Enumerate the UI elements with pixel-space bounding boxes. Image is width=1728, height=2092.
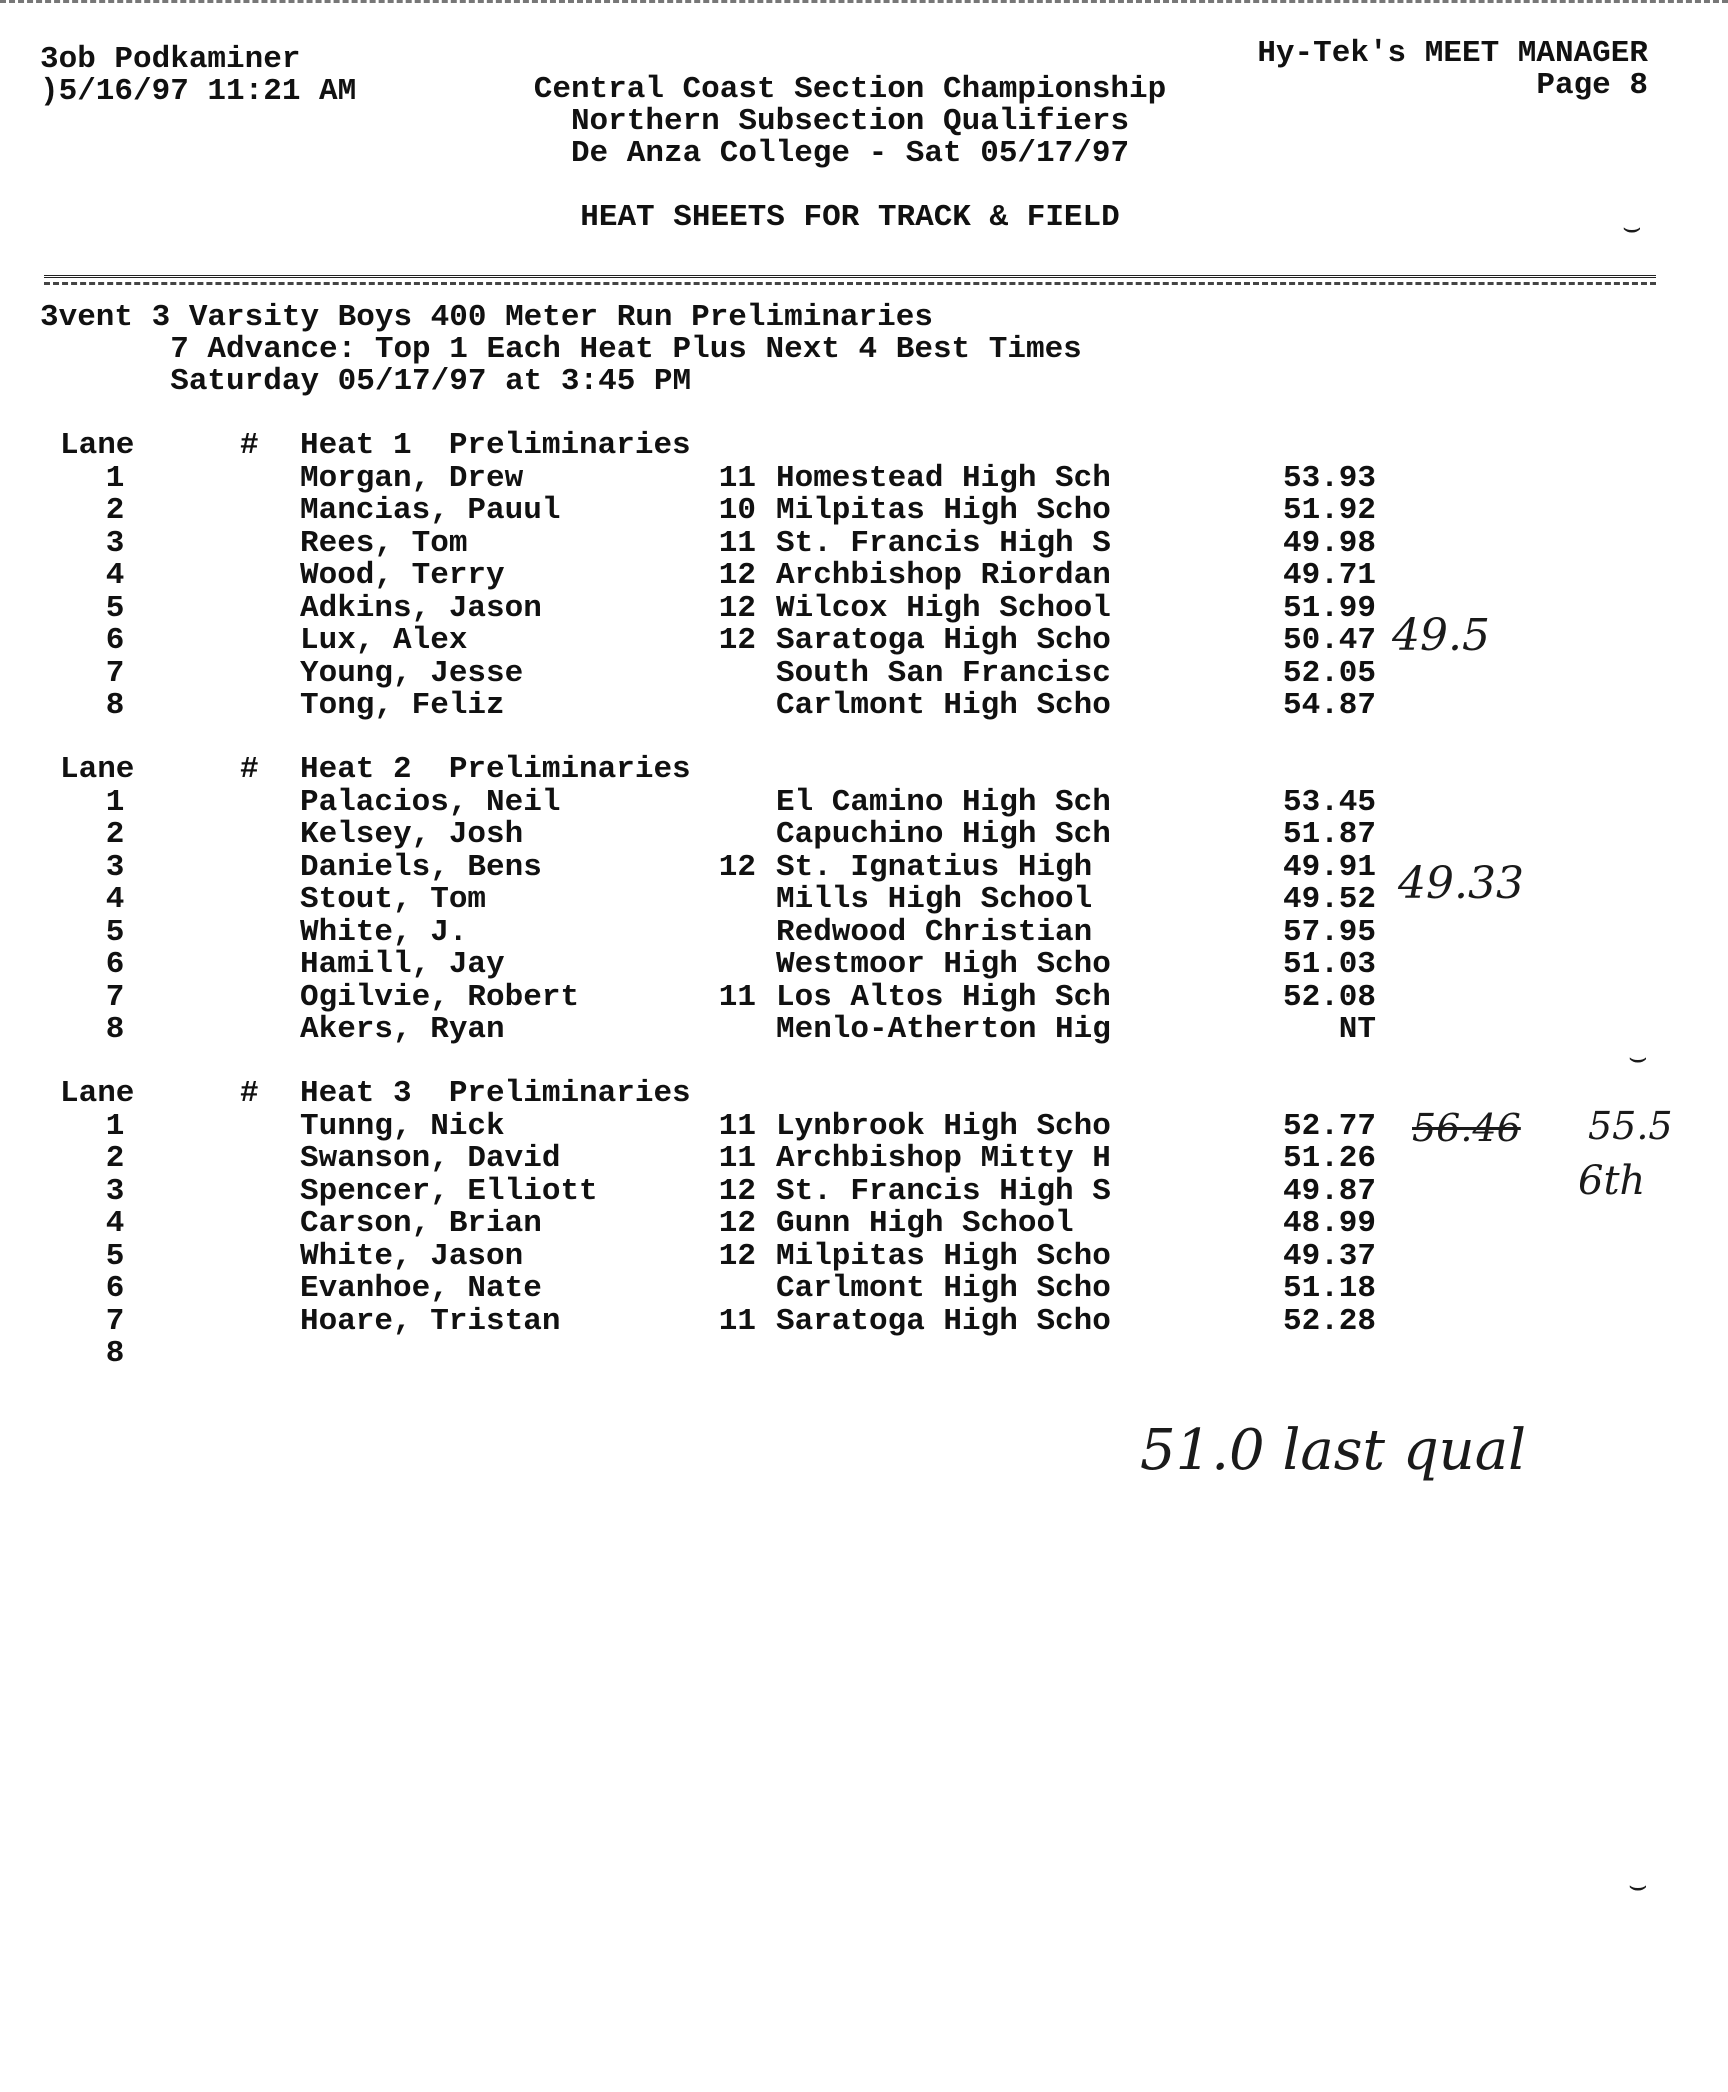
handwritten-qualifier-note: 51.0 last qual <box>1140 1418 1527 1483</box>
header-center <box>500 74 1200 234</box>
number-column-header: # <box>240 428 259 463</box>
table-row <box>0 495 1728 527</box>
table-row <box>0 560 1728 592</box>
school-name: Westmoor High Scho <box>776 947 1111 982</box>
athlete-name: Adkins, Jason <box>300 591 542 626</box>
event-header <box>40 302 1082 398</box>
athlete-name: Palacios, Neil <box>300 785 561 820</box>
school-name: Mills High School <box>776 882 1093 917</box>
meet-venue: De Anza College - Sat 05/17/97 <box>570 136 1130 171</box>
athlete-name: Mancias, Pauul <box>300 493 561 528</box>
lane-number: 4 <box>105 1206 125 1241</box>
seed-time: 52.77 <box>1282 1109 1376 1144</box>
lane-number: 2 <box>105 817 125 852</box>
number-column-header: # <box>240 1076 259 1111</box>
school-name: Saratoga High Scho <box>776 1304 1111 1339</box>
event-advance: 7 Advance: Top 1 Each Heat Plus Next 4 Best Times <box>40 332 1082 367</box>
athlete-year: 11 <box>718 980 756 1015</box>
seed-time: 52.28 <box>1282 1304 1376 1339</box>
number-column-header: # <box>240 752 259 787</box>
print-timestamp: )5/16/97 11:21 AM <box>40 74 357 109</box>
pen-check-mark: ⌣ <box>1628 1868 1648 1903</box>
lane-number: 5 <box>105 915 125 950</box>
page-number: Page 8 <box>1536 68 1648 103</box>
seed-time: 54.87 <box>1282 688 1376 723</box>
lane-column-header: Lane <box>60 752 135 787</box>
heat-title: Heat 2 Preliminaries <box>300 752 691 787</box>
seed-time: 49.91 <box>1282 850 1376 885</box>
lane-number: 5 <box>105 591 125 626</box>
school-name: Los Altos High Sch <box>776 980 1111 1015</box>
school-name: Saratoga High Scho <box>776 623 1111 658</box>
seed-time: 52.05 <box>1282 656 1376 691</box>
seed-time: 51.92 <box>1282 493 1376 528</box>
athlete-name: Stout, Tom <box>300 882 487 917</box>
lane-number: 1 <box>105 461 125 496</box>
event-title: 3vent 3 Varsity Boys 400 Meter Run Preliminaries <box>40 300 933 335</box>
athlete-name: Swanson, David <box>300 1141 561 1176</box>
athlete-name: Daniels, Bens <box>300 850 542 885</box>
athlete-name: Akers, Ryan <box>300 1012 505 1047</box>
heat-title: Heat 3 Preliminaries <box>300 1076 691 1111</box>
athlete-year: 11 <box>718 526 756 561</box>
athlete-name: White, Jason <box>300 1239 524 1274</box>
athlete-name: Carson, Brian <box>300 1206 542 1241</box>
heat-header-row <box>0 430 1728 462</box>
athlete-name: Young, Jesse <box>300 656 524 691</box>
school-name: Wilcox High School <box>776 591 1111 626</box>
seed-time: 52.08 <box>1282 980 1376 1015</box>
scan-top-edge <box>0 0 1728 6</box>
athlete-year: 11 <box>718 1304 756 1339</box>
seed-time: 49.37 <box>1282 1239 1376 1274</box>
seed-time: 51.03 <box>1282 947 1376 982</box>
table-row <box>0 1014 1728 1046</box>
separator-line <box>44 275 1656 285</box>
athlete-name: Rees, Tom <box>300 526 468 561</box>
lane-number: 6 <box>105 623 125 658</box>
seed-time: 48.99 <box>1282 1206 1376 1241</box>
pen-check-mark: ⌣ <box>1628 1040 1648 1075</box>
meet-subtitle: Northern Subsection Qualifiers <box>570 104 1130 139</box>
handwritten-struck-time: 56.46 <box>1412 1106 1521 1150</box>
lane-number: 3 <box>105 526 125 561</box>
lane-number: 5 <box>105 1239 125 1274</box>
lane-column-header: Lane <box>60 428 135 463</box>
table-row <box>0 1208 1728 1240</box>
lane-number: 4 <box>105 558 125 593</box>
seed-time: 49.87 <box>1282 1174 1376 1209</box>
athlete-name: White, J. <box>300 915 468 950</box>
lane-number: 2 <box>105 493 125 528</box>
handwritten-tunng-time: 55.5 <box>1588 1104 1673 1148</box>
school-name: Lynbrook High Scho <box>776 1109 1111 1144</box>
lane-number: 1 <box>105 785 125 820</box>
table-row <box>0 1241 1728 1273</box>
athlete-year: 10 <box>718 493 756 528</box>
athlete-year: 11 <box>718 461 756 496</box>
lane-number: 4 <box>105 882 125 917</box>
athlete-name: Evanhoe, Nate <box>300 1271 542 1306</box>
seed-time: 53.45 <box>1282 785 1376 820</box>
table-row <box>0 658 1728 690</box>
school-name: Redwood Christian <box>776 915 1093 950</box>
sheet-title: HEAT SHEETS FOR TRACK & FIELD <box>580 200 1120 235</box>
athlete-year: 12 <box>718 1174 756 1209</box>
school-name: Archbishop Riordan <box>776 558 1111 593</box>
table-row <box>0 1273 1728 1305</box>
lane-number: 1 <box>105 1109 125 1144</box>
table-row <box>0 690 1728 722</box>
table-row <box>0 528 1728 560</box>
handwritten-place: 6th <box>1578 1158 1646 1204</box>
table-row <box>0 819 1728 851</box>
seed-time: 57.95 <box>1282 915 1376 950</box>
school-name: Capuchino High Sch <box>776 817 1111 852</box>
header-right <box>1257 38 1648 102</box>
athlete-year: 12 <box>718 591 756 626</box>
school-name: St. Francis High S <box>776 1174 1111 1209</box>
table-row <box>0 787 1728 819</box>
event-schedule: Saturday 05/17/97 at 3:45 PM <box>40 364 692 399</box>
lane-number: 8 <box>105 1012 125 1047</box>
school-name: Milpitas High Scho <box>776 493 1111 528</box>
school-name: South San Francisc <box>776 656 1111 691</box>
meet-title: Central Coast Section Championship <box>533 72 1167 107</box>
lane-number: 8 <box>105 1336 125 1371</box>
lane-number: 6 <box>105 1271 125 1306</box>
athlete-name: Morgan, Drew <box>300 461 524 496</box>
athlete-year: 12 <box>718 850 756 885</box>
seed-time: 51.87 <box>1282 817 1376 852</box>
school-name: Milpitas High Scho <box>776 1239 1111 1274</box>
pen-check-mark: ⌣ <box>1622 210 1642 245</box>
seed-time: 51.18 <box>1282 1271 1376 1306</box>
athlete-name: Wood, Terry <box>300 558 505 593</box>
handwritten-lux-time: 49.5 <box>1392 610 1490 661</box>
athlete-name: Tunng, Nick <box>300 1109 505 1144</box>
athlete-year: 12 <box>718 558 756 593</box>
lane-number: 7 <box>105 1304 125 1339</box>
athlete-name: Lux, Alex <box>300 623 468 658</box>
lane-number: 3 <box>105 850 125 885</box>
athlete-name: Tong, Feliz <box>300 688 505 723</box>
lane-number: 7 <box>105 656 125 691</box>
heat-header-row <box>0 754 1728 786</box>
athlete-year: 12 <box>718 623 756 658</box>
athlete-name: Hoare, Tristan <box>300 1304 561 1339</box>
lane-number: 8 <box>105 688 125 723</box>
seed-time: NT <box>1338 1012 1376 1047</box>
school-name: El Camino High Sch <box>776 785 1111 820</box>
lane-number: 2 <box>105 1141 125 1176</box>
athlete-year: 12 <box>718 1239 756 1274</box>
table-row <box>0 917 1728 949</box>
school-name: Menlo-Atherton Hig <box>776 1012 1111 1047</box>
seed-time: 49.71 <box>1282 558 1376 593</box>
school-name: Gunn High School <box>776 1206 1074 1241</box>
lane-column-header: Lane <box>60 1076 135 1111</box>
header-left <box>40 44 356 108</box>
seed-time: 51.26 <box>1282 1141 1376 1176</box>
athlete-year: 11 <box>718 1109 756 1144</box>
seed-time: 53.93 <box>1282 461 1376 496</box>
athlete-name: Spencer, Elliott <box>300 1174 598 1209</box>
heat-title: Heat 1 Preliminaries <box>300 428 691 463</box>
school-name: Homestead High Sch <box>776 461 1111 496</box>
table-row <box>0 982 1728 1014</box>
table-row <box>0 1306 1728 1338</box>
athlete-year: 12 <box>718 1206 756 1241</box>
table-row <box>0 949 1728 981</box>
operator-name: 3ob Podkaminer <box>40 42 301 77</box>
athlete-name: Hamill, Jay <box>300 947 505 982</box>
seed-time: 50.47 <box>1282 623 1376 658</box>
table-row <box>0 1176 1728 1208</box>
athlete-name: Ogilvie, Robert <box>300 980 580 1015</box>
seed-time: 51.99 <box>1282 591 1376 626</box>
handwritten-daniels-time: 49.33 <box>1398 858 1524 909</box>
lane-number: 3 <box>105 1174 125 1209</box>
school-name: St. Francis High S <box>776 526 1111 561</box>
table-row <box>0 463 1728 495</box>
school-name: Archbishop Mitty H <box>776 1141 1111 1176</box>
school-name: Carlmont High Scho <box>776 1271 1111 1306</box>
table-row <box>0 1338 1728 1370</box>
athlete-year: 11 <box>718 1141 756 1176</box>
seed-time: 49.52 <box>1282 882 1376 917</box>
seed-time: 49.98 <box>1282 526 1376 561</box>
school-name: Carlmont High Scho <box>776 688 1111 723</box>
athlete-name: Kelsey, Josh <box>300 817 524 852</box>
school-name: St. Ignatius High <box>776 850 1093 885</box>
lane-number: 7 <box>105 980 125 1015</box>
software-name: Hy-Tek's MEET MANAGER <box>1257 36 1648 71</box>
lane-number: 6 <box>105 947 125 982</box>
